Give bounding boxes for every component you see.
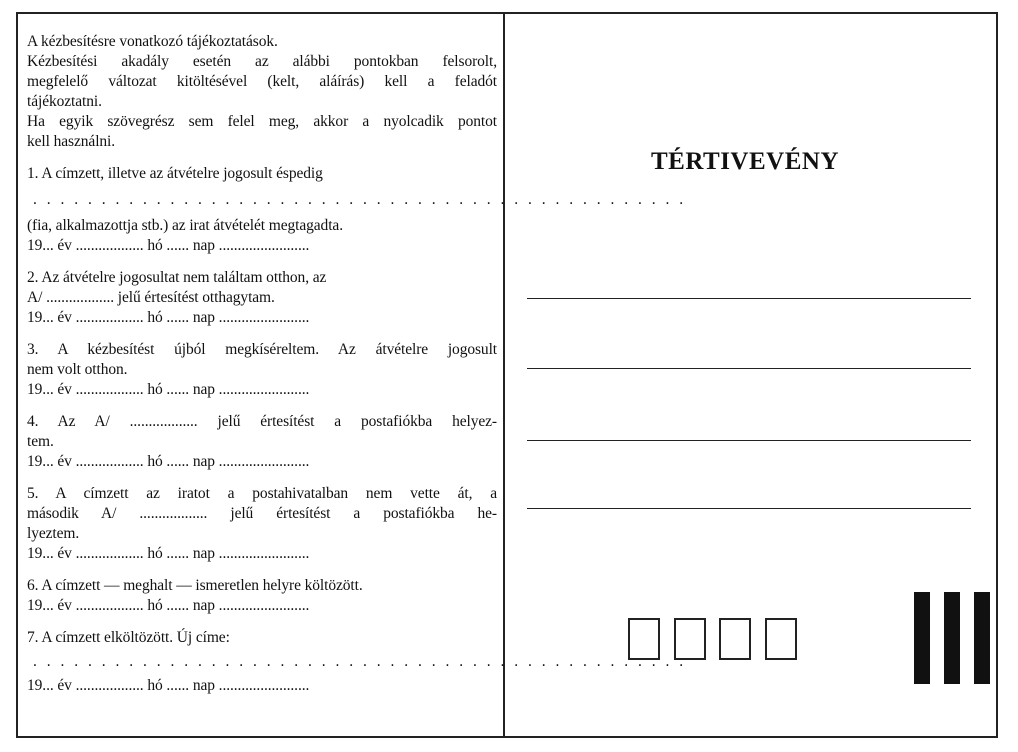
postcode-box	[765, 618, 797, 660]
dotted-fill-line: . . . . . . . . . . . . . . . . . . . . . . . . . . . . . . . . . . . . . . . . . . . . . . . .	[33, 191, 687, 208]
date-line: 19... év .................. hó ...... nap ........................	[27, 453, 310, 470]
sorting-bar	[944, 592, 960, 684]
date-line: 19... év .................. hó ...... nap ........................	[27, 545, 310, 562]
address-line	[527, 368, 971, 369]
item-2	[27, 268, 497, 328]
item-text: 4. Az A/ .................. jelű értesítést a postafiókba helyez-	[27, 413, 497, 430]
info-heading: A kézbesítésre vonatkozó tájékoztatások.	[27, 33, 278, 50]
info-line: tájékoztatni.	[27, 93, 102, 110]
item-text: 1. A címzett, illetve az átvételre jogosult éspedig	[27, 165, 323, 182]
item-text: (fia, alkalmazottja stb.) az irat átvételét megtagadta.	[27, 217, 343, 234]
item-text: 7. A címzett elköltözött. Új címe:	[27, 629, 230, 646]
item-3	[27, 340, 497, 400]
address-line	[527, 508, 971, 509]
item-text: 2. Az átvételre jogosultat nem találtam otthon, az	[27, 269, 327, 286]
address-line	[527, 440, 971, 441]
item-6	[27, 576, 497, 616]
card-divider	[503, 12, 505, 738]
item-text: lyeztem.	[27, 525, 80, 542]
item-4	[27, 412, 497, 472]
info-line: Kézbesítési akadály esetén az alábbi pontokban felsorolt,	[27, 53, 497, 70]
postcode-box	[628, 618, 660, 660]
info-line: megfelelő változat kitöltésével (kelt, aláírás) kell a feladót	[27, 73, 497, 90]
address-line	[527, 298, 971, 299]
item-text: második A/ .................. jelű értesítést a postafiókba he-	[27, 505, 497, 522]
item-text: 6. A címzett — meghalt — ismeretlen helyre költözött.	[27, 577, 363, 594]
date-line: 19... év .................. hó ...... nap ........................	[27, 237, 310, 254]
item-text: tem.	[27, 433, 54, 450]
card-title: TÉRTIVEVÉNY	[651, 148, 839, 175]
dotted-fill-line: . . . . . . . . . . . . . . . . . . . . . . . . . . . . . . . . . . . . . . . . . . . . . . . .	[33, 653, 687, 670]
sorting-bar	[914, 592, 930, 684]
date-line: 19... év .................. hó ...... nap ........................	[27, 677, 310, 694]
item-text: 3. A kézbesítést újból megkíséreltem. Az átvételre jogosult	[27, 341, 497, 358]
item-5	[27, 484, 497, 564]
date-line: 19... év .................. hó ...... nap ........................	[27, 309, 310, 326]
date-line: 19... év .................. hó ...... nap ........................	[27, 597, 310, 614]
item-1	[27, 164, 687, 256]
info-line: Ha egyik szövegrész sem felel meg, akkor a nyolcadik pontot	[27, 113, 497, 130]
delivery-info-column	[27, 32, 687, 696]
date-line: 19... év .................. hó ...... nap ........................	[27, 381, 310, 398]
item-text: nem volt otthon.	[27, 361, 128, 378]
info-line: kell használni.	[27, 133, 116, 150]
sorting-bar	[974, 592, 990, 684]
item-text: A/ .................. jelű értesítést otthagytam.	[27, 289, 275, 306]
item-text: 5. A címzett az iratot a postahivatalban nem vette át, a	[27, 485, 497, 502]
postcode-box	[719, 618, 751, 660]
item-7	[27, 628, 687, 696]
postcode-box	[674, 618, 706, 660]
